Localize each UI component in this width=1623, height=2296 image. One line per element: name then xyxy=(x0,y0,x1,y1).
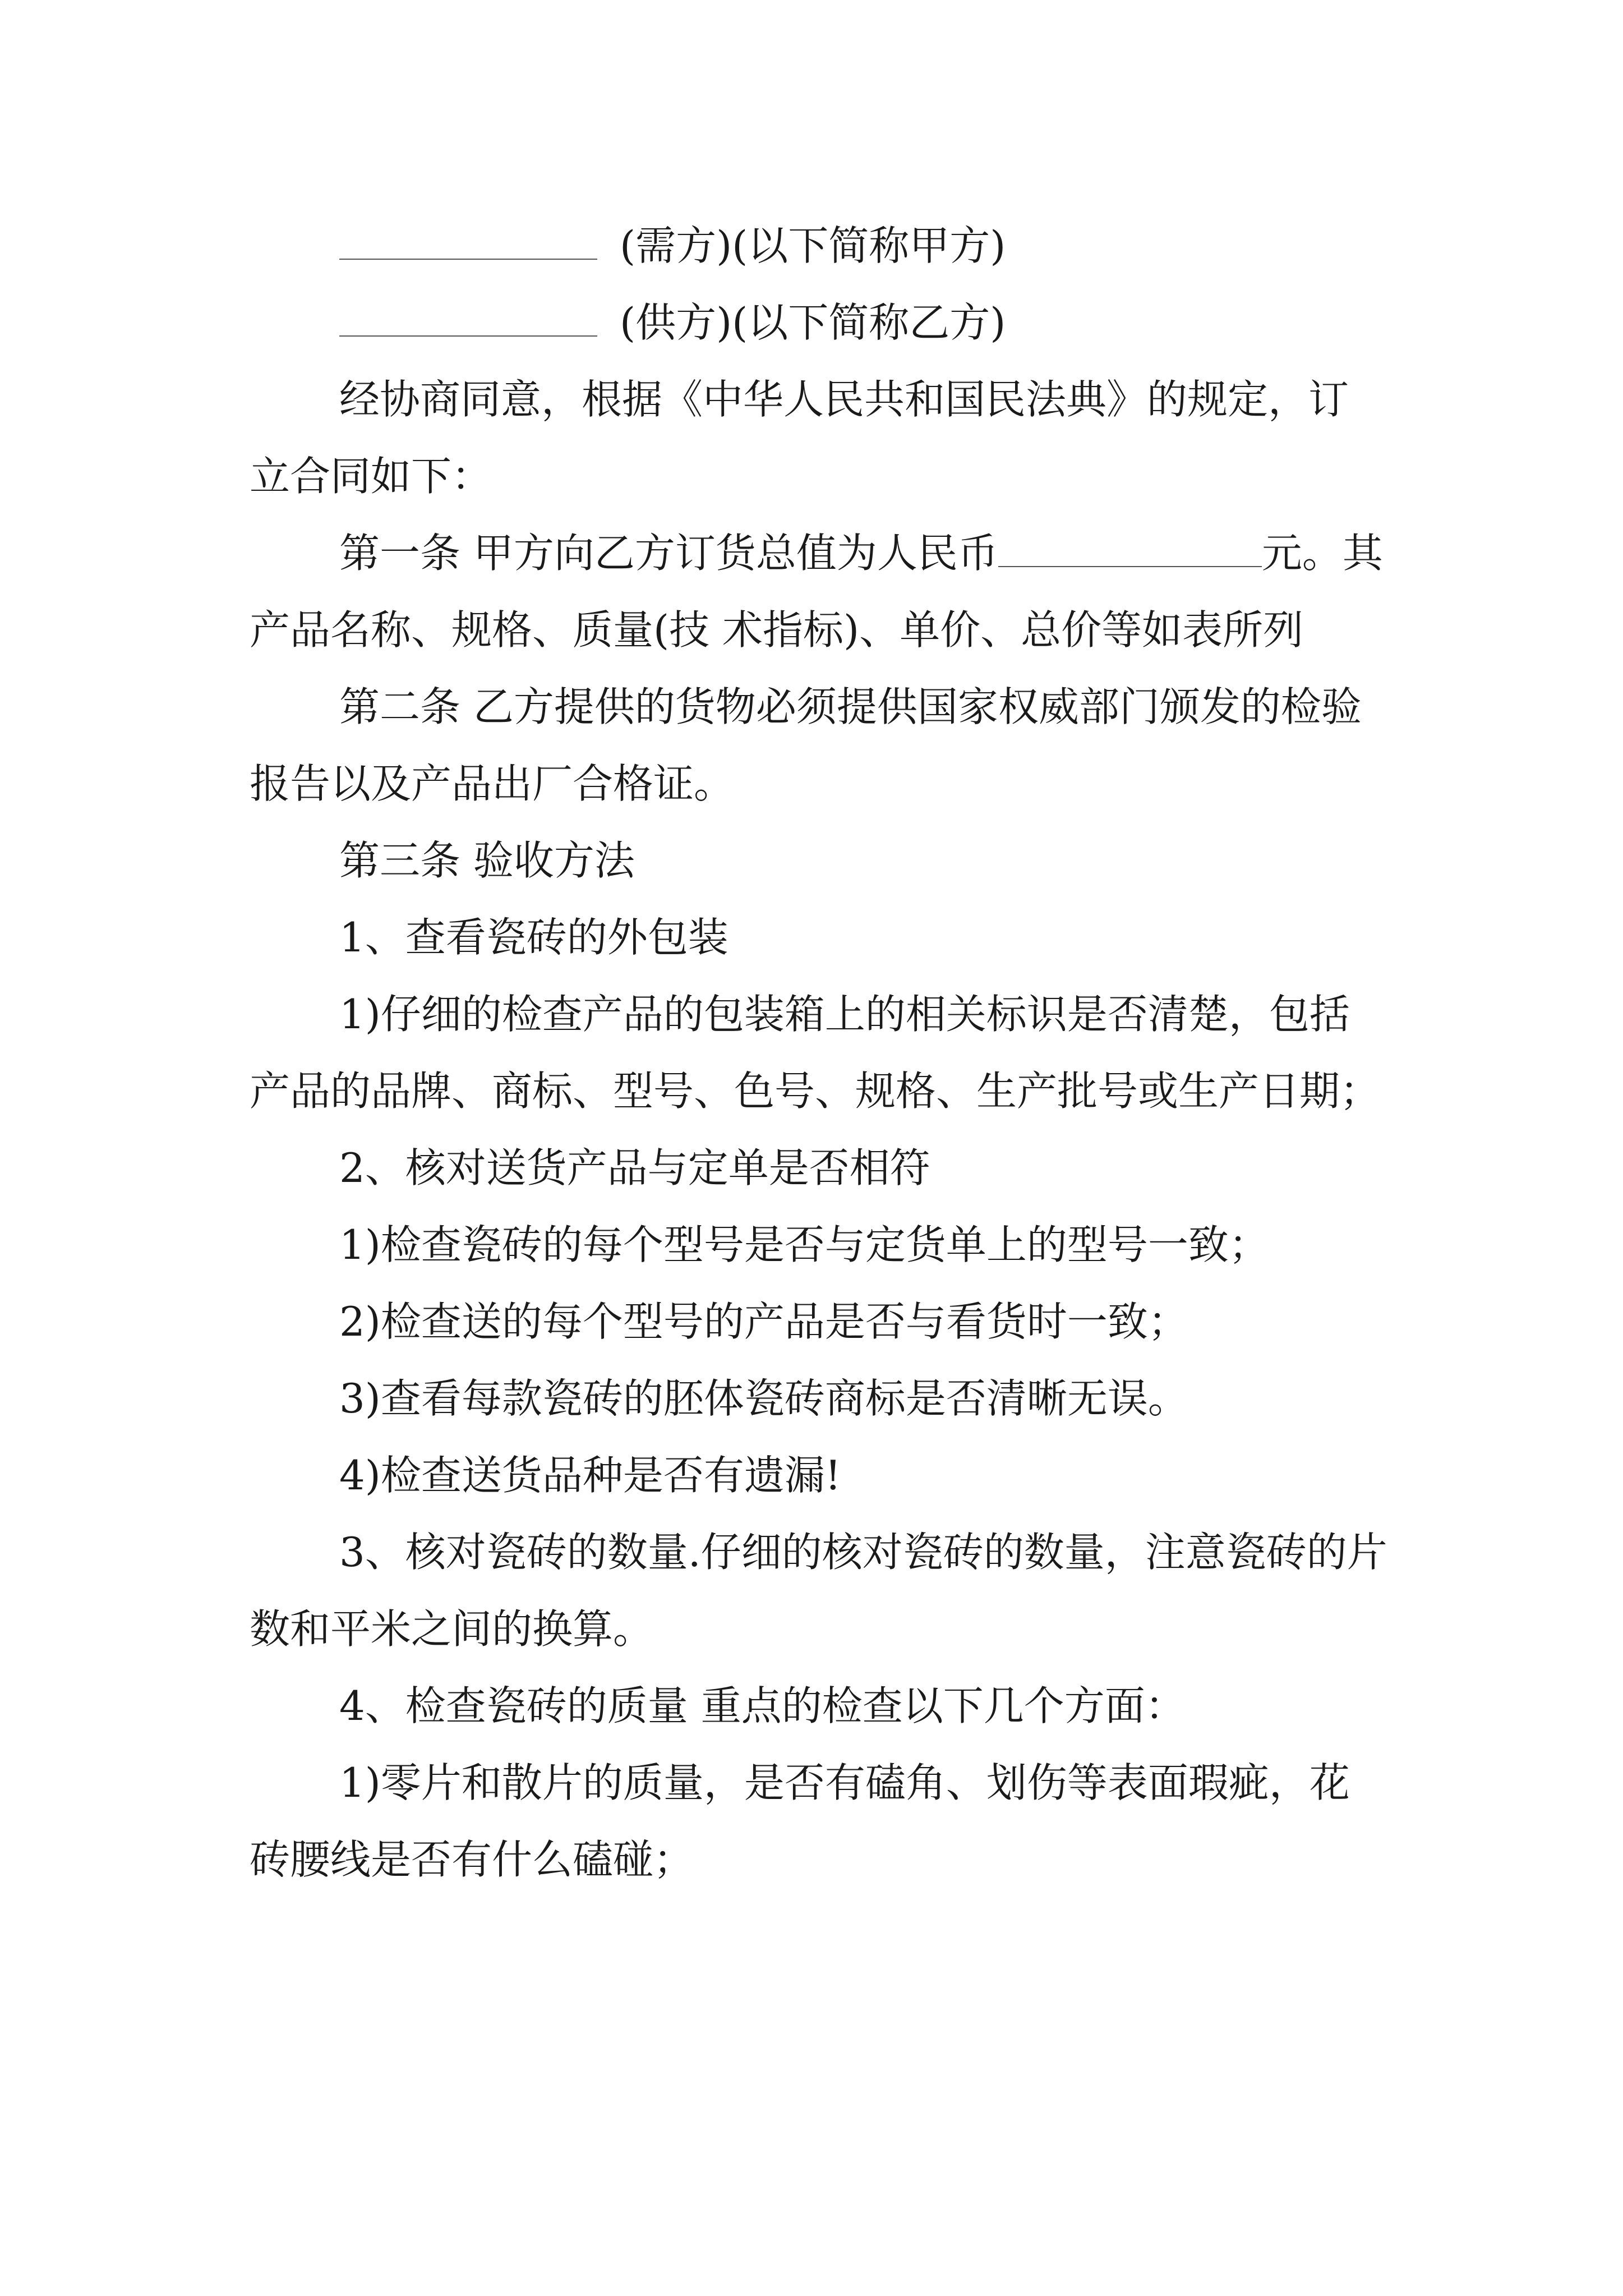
article-3-title: 第三条 验收方法 xyxy=(339,837,635,884)
item-3: 3、核对瓷砖的数量.仔细的核对瓷砖的数量，注意瓷砖的片数和平米之间的换算。 xyxy=(250,1529,1387,1653)
article-1 xyxy=(250,515,1388,669)
intro-paragraph: 经协商同意，根据《中华人民共和国民法典》的规定，订立合同如下： xyxy=(250,376,1349,500)
item-2: 2、核对送货产品与定单是否相符 xyxy=(339,1144,930,1191)
item-4: 4、检查瓷砖的质量 重点的检查以下几个方面： xyxy=(339,1682,1186,1729)
item-1: 1、查看瓷砖的外包装 xyxy=(339,914,728,961)
item-4-1: 1)零片和散片的质量，是否有磕角、划伤等表面瑕疵，花砖腰线是否有什么磕碰； xyxy=(250,1759,1350,1883)
article-1-text-after: 元。其产品名称、规格、质量(技 术指标)、单价、总价等如表所列 xyxy=(250,530,1383,654)
party-a-name-blank[interactable] xyxy=(339,225,597,260)
article-2: 第二条 乙方提供的货物必须提供国家权威部门颁发的检验报告以及产品出厂合格证。 xyxy=(250,683,1362,807)
party-b-role: (供方)(以下简称乙方) xyxy=(620,299,1006,346)
party-a-line xyxy=(250,208,1388,284)
article-1-text-before: 第一条 甲方向乙方订货总值为人民币 xyxy=(339,530,998,577)
item-2-1: 1)检查瓷砖的每个型号是否与定货单上的型号一致； xyxy=(339,1221,1269,1268)
item-2-4: 4)检查送货品种是否有遗漏! xyxy=(339,1452,841,1499)
item-2-3: 3)查看每款瓷砖的胚体瓷砖商标是否清晰无误。 xyxy=(339,1375,1188,1422)
party-b-name-blank[interactable] xyxy=(339,302,597,337)
party-a-role: (需方)(以下简称甲方) xyxy=(620,222,1006,269)
contract-body xyxy=(250,208,1388,1898)
order-amount-blank[interactable] xyxy=(998,532,1262,567)
item-1-1: 1)仔细的检查产品的包装箱上的相关标识是否清楚，包括产品的品牌、商标、型号、色号、规格、生产批号或生产日期； xyxy=(250,991,1381,1115)
party-b-line xyxy=(250,284,1388,361)
item-2-2: 2)检查送的每个型号的产品是否与看货时一致； xyxy=(339,1298,1188,1345)
